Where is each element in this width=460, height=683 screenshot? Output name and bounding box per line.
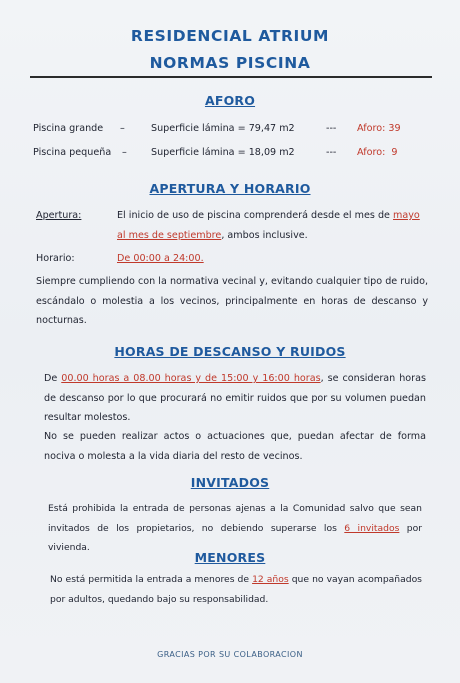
minimum-age: 12 años [252,574,289,585]
invitados-paragraph: Está prohibida la entrada de personas ajenas a la Comunidad salvo que sean invitados de los propietarios, no debiendo superarse los 6 invitados por vivienda. [48,503,422,553]
aforo-heading: AFORO [204,93,256,108]
descanso-heading: HORAS DE DESCANSO Y RUIDOS [114,344,346,359]
apertura-label: Apertura: [36,210,82,221]
menores-heading: MENORES [194,550,266,565]
title-divider [30,76,432,78]
dash: --- [326,123,337,134]
pool-surface: Superficie lámina = 79,47 m2 [151,123,295,134]
invitados-heading: INVITADOS [190,475,270,490]
pool-name: Piscina pequeña [33,147,112,158]
pool-capacity: Aforo: 9 [357,147,398,158]
dash: --- [326,147,337,158]
apertura-paragraph: Siempre cumpliendo con la normativa vecinal y, evitando cualquier tipo de ruido, escándalo o molestia a los vecinos, principalmente en horas de descanso y nocturnas. [36,276,428,326]
pool-surface: Superficie lámina = 18,09 m2 [151,147,295,158]
month-end: al mes de septiembre [117,229,222,241]
footer-thanks: GRACIAS POR SU COLABORACION [157,650,303,659]
document-title: RESIDENCIAL ATRIUM [130,27,330,45]
month-start: mayo [392,210,420,221]
horario-value: De 00:00 a 24:00. [117,253,204,264]
horario-label: Horario: [36,253,75,264]
document-subtitle: NORMAS PISCINA [149,54,311,72]
dash: – [120,123,125,134]
descanso-paragraph-2: No se pueden realizar actos o actuaciones que, puedan afectar de forma nociva o molesta a la vida diaria del resto de vecinos. [44,431,426,462]
apertura-text: El inicio de uso de piscina comprenderá desde el mes de mayo al mes de septiembre, ambos inclusive. [117,210,420,241]
apertura-heading: APERTURA Y HORARIO [149,181,311,196]
quiet-hours: 00.00 horas a 08.00 horas y de 15:00 y 16:00 horas [61,373,321,384]
guest-limit: 6 invitados [344,522,400,534]
pool-capacity: Aforo: 39 [357,123,401,134]
menores-paragraph: No está permitida la entrada a menores de 12 años que no vayan acompañados por adultos, quedando bajo su responsabilidad. [50,574,422,605]
pool-name: Piscina grande [33,123,104,134]
dash: – [122,147,127,158]
descanso-paragraph: De 00.00 horas a 08.00 horas y de 15:00 y 16:00 horas, se consideran horas de descanso por lo que procurará no emitir ruidos que por su volumen puedan resultar molestos. [44,373,426,423]
